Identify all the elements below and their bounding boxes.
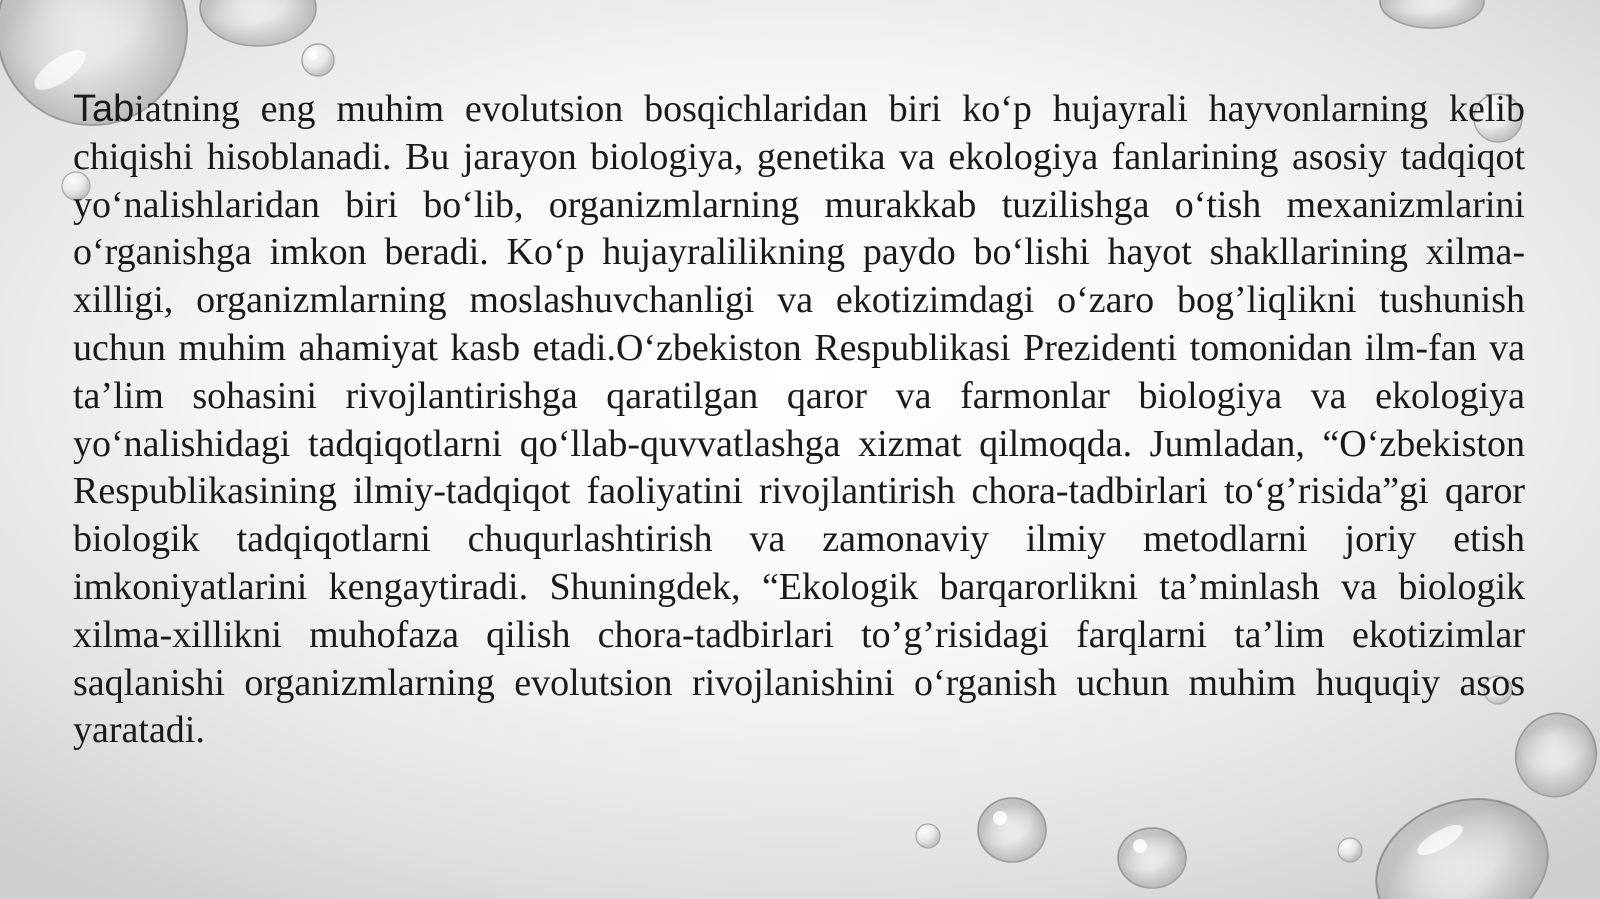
droplet bbox=[978, 798, 1046, 862]
droplet bbox=[1357, 776, 1568, 899]
droplet bbox=[200, 0, 316, 46]
droplet bbox=[1338, 838, 1362, 862]
slide-body-text bbox=[73, 86, 1525, 755]
droplet bbox=[916, 824, 940, 848]
droplet bbox=[1380, 0, 1484, 28]
droplet bbox=[1118, 828, 1186, 888]
body-text-lead: Tab bbox=[73, 88, 135, 130]
droplet bbox=[302, 44, 334, 76]
body-text-content: iatning eng muhim evolutsion bosqichlaridan biri ko‘p hujayrali hayvonlarning kelib chiqishi hisoblanadi. Bu jarayon biologiya, genetika va ekologiya fanlarining asosiy tadqiqot yo‘nalishlaridan biri bo‘lib, organizmlarning murakkab tuzilishga o‘tish mexanizmlarini o‘rganishga imkon beradi. Ko‘p hujayralilikning paydo bo‘lishi hayot shakllarining xilma-xilligi, organizmlarning moslashuvchanligi va ekotizimdagi o‘zaro bog’liqlikni tushunish uchun muhim ahamiyat kasb etadi.O‘zbekiston Respublikasi Prezidenti tomonidan ilm-fan va ta’lim sohasini rivojlantirishga qaratilgan qaror va farmonlar biologiya va ekologiya yo‘nalishidagi tadqiqotlarni qo‘llab-quvvatlashga xizmat qilmoqda. Jumladan, “O‘zbekiston Respublikasining ilmiy-tadqiqot faoliyatini rivojlantirish chora-tadbirlari to‘g’risida”gi qaror biologik tadqiqotlarni chuqurlashtirish va zamonaviy ilmiy metodlarni joriy etish imkoniyatlarini kengaytiradi. Shuningdek, “Ekologik barqarorlikni ta’minlash va biologik xilma-xillikni muhofaza qilish chora-tadbirlari to’g’risidagi farqlarni ta’lim ekotizimlar saqlanishi organizmlarning evolutsion rivojlanishini o‘rganish uchun muhim huquqiy asos yaratadi. bbox=[73, 88, 1525, 752]
